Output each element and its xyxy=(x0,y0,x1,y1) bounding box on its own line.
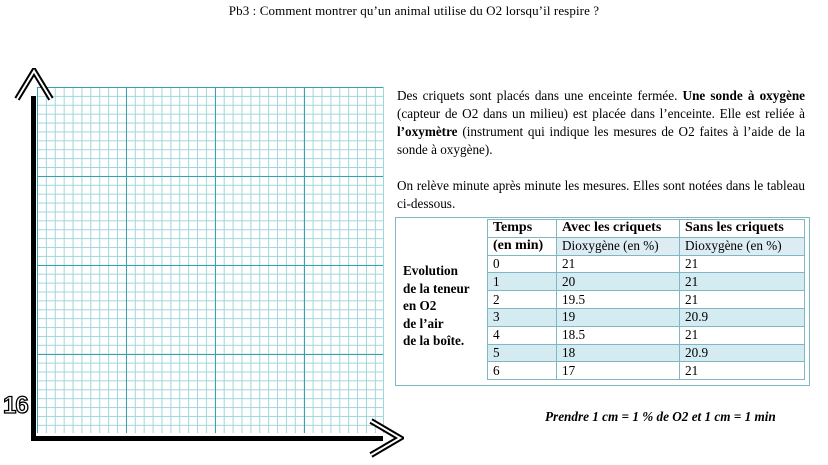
header-time-unit: (en min) xyxy=(488,237,557,255)
row-label-line: Evolution xyxy=(403,263,458,278)
description-paragraph-1 xyxy=(397,87,805,159)
cell-with: 18 xyxy=(557,344,680,362)
cell-with: 19 xyxy=(557,308,680,326)
row-label-line: de l’air xyxy=(403,315,444,331)
row-label-line: de la teneur xyxy=(403,280,470,296)
cell-with: 19.5 xyxy=(557,291,680,309)
y-axis-label: 16 xyxy=(3,392,28,419)
header-without-crickets: Sans les criquets xyxy=(680,220,805,238)
page-title: Pb3 : Comment montrer qu’un animal utilise du O2 lorsqu’il respire ? xyxy=(228,3,600,18)
table-row xyxy=(488,273,805,291)
desc-text: Des criquets sont placés dans une enceinte fermée. xyxy=(397,88,683,103)
scale-instruction: Prendre 1 cm = 1 % de O2 et 1 cm = 1 min xyxy=(545,409,776,424)
cell-without: 21 xyxy=(680,362,805,380)
table-row xyxy=(488,308,805,326)
desc-text: (capteur de O2 dans un milieu) est placée dans l’enceinte. Elle est reliée à xyxy=(397,106,805,121)
table-row xyxy=(488,255,805,273)
cell-without: 21 xyxy=(680,326,805,344)
cell-with: 20 xyxy=(557,273,680,291)
subheader-without: Dioxygène (en %) xyxy=(680,237,805,255)
cell-without: 21 xyxy=(680,273,805,291)
cell-with: 18.5 xyxy=(557,326,680,344)
x-axis-arrow-icon xyxy=(368,418,404,458)
header-time: Temps xyxy=(488,220,557,238)
cell-time: 2 xyxy=(488,291,557,309)
y-axis-arrow-icon xyxy=(14,68,54,102)
desc-bold-oxymeter: l’oxymètre xyxy=(397,124,458,139)
cell-time: 5 xyxy=(488,344,557,362)
cell-time: 6 xyxy=(488,362,557,380)
row-label-line: de la boîte. xyxy=(403,333,465,348)
table-row xyxy=(488,344,805,362)
desc-bold-probe: Une sonde à oxygène xyxy=(682,88,806,103)
header-with-crickets: Avec les criquets xyxy=(557,220,680,238)
table-row xyxy=(488,326,805,344)
cell-without: 20.9 xyxy=(680,308,805,326)
subheader-with: Dioxygène (en %) xyxy=(557,237,680,255)
cell-time: 0 xyxy=(488,255,557,273)
cell-time: 3 xyxy=(488,308,557,326)
graph-paper-grid xyxy=(37,87,384,433)
y-axis xyxy=(31,96,36,441)
x-axis xyxy=(31,436,383,441)
problem-description xyxy=(397,87,805,213)
desc-text: (instrument qui indique les mesures de O2 faites à l’aide de la sonde à oxygène). xyxy=(397,124,805,157)
measurement-table xyxy=(487,219,805,380)
table-subheader-row xyxy=(488,237,805,255)
table-row xyxy=(488,291,805,309)
cell-time: 4 xyxy=(488,326,557,344)
cell-with: 21 xyxy=(557,255,680,273)
cell-with: 17 xyxy=(557,362,680,380)
description-paragraph-2: On relève minute après minute les mesures. Elles sont notées dans le tableau ci-dessous. xyxy=(397,178,805,211)
cell-time: 1 xyxy=(488,273,557,291)
cell-without: 20.9 xyxy=(680,344,805,362)
table-row xyxy=(488,362,805,380)
cell-without: 21 xyxy=(680,255,805,273)
row-label-line: en O2 xyxy=(403,298,437,313)
table-header-row xyxy=(488,220,805,238)
measurement-table-frame xyxy=(395,217,810,386)
cell-without: 21 xyxy=(680,291,805,309)
table-row-label xyxy=(403,262,488,350)
